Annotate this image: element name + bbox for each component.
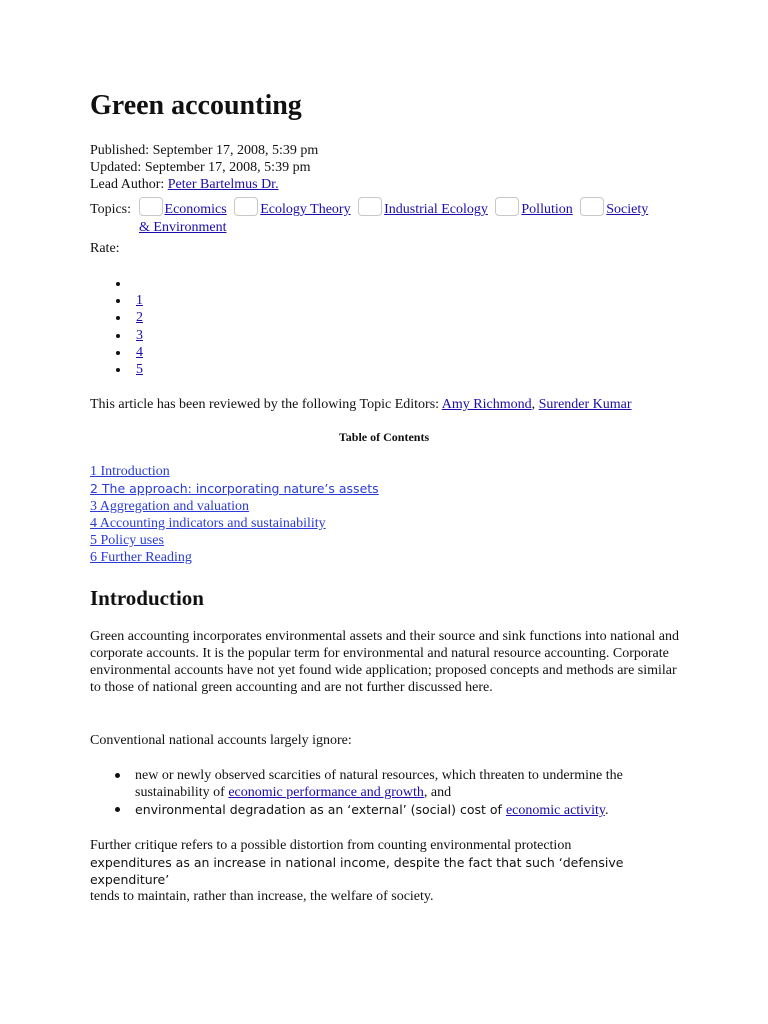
bullet-1-text: new or newly observed scarcities of natural resources, which threaten to undermine the sustainability of	[135, 768, 623, 800]
rating-link-5[interactable]: 5	[136, 361, 143, 377]
toc-link-indicators[interactable]: 4 Accounting indicators and sustainability	[90, 515, 326, 531]
toc-link-approach[interactable]: 2 The approach: incorporating nature’s assets	[90, 481, 379, 497]
rating-item	[90, 327, 143, 344]
lead-author-label: Lead Author:	[90, 177, 168, 192]
section-heading-introduction: Introduction	[90, 586, 204, 610]
rate-label: Rate:	[90, 241, 120, 256]
topic-link-economics[interactable]: Economics	[164, 202, 227, 217]
updated-date: Updated: September 17, 2008, 5:39 pm	[90, 160, 311, 175]
link-economic-activity[interactable]: economic activity	[505, 803, 605, 818]
topic-link-industrial-ecology[interactable]: Industrial Ecology	[384, 202, 488, 217]
table-of-contents	[90, 463, 379, 567]
toc-link-introduction[interactable]: 1 Introduction	[90, 464, 170, 479]
toc-title: Table of Contents	[338, 430, 430, 444]
page-title: Green accounting	[90, 90, 302, 121]
editor-separator: ,	[531, 397, 539, 412]
lead-author-link[interactable]: Peter Bartelmus Dr.	[167, 177, 279, 192]
topic-icon	[358, 197, 382, 216]
list-item	[90, 767, 680, 801]
link-economic-performance[interactable]: economic performance and growth	[228, 785, 424, 800]
ignored-items-list	[90, 767, 680, 819]
reviewed-text: This article has been reviewed by the following Topic Editors:	[90, 397, 442, 412]
list-item	[90, 801, 680, 819]
bullet-2-tail: .	[604, 803, 609, 818]
para3-line-1: Further critique refers to a possible distortion from counting environmental protection	[90, 838, 572, 853]
rating-link-3[interactable]: 3	[136, 327, 143, 343]
rating-list	[90, 275, 143, 378]
rating-link-1[interactable]: 1	[136, 293, 143, 309]
rating-item-empty	[90, 275, 143, 292]
rating-link-2[interactable]: 2	[136, 310, 143, 326]
topic-link-ecology-theory[interactable]: Ecology Theory	[260, 202, 351, 217]
topic-link-society[interactable]: Society	[606, 202, 649, 217]
topic-icon	[234, 197, 258, 216]
bullet-2-text: environmental degradation as an ‘external’ (social) cost of	[135, 802, 506, 817]
reviewed-by-row	[90, 396, 632, 413]
rating-item	[90, 292, 143, 309]
topics-row	[90, 197, 690, 237]
toc-link-policy-uses[interactable]: 5 Policy uses	[90, 533, 164, 549]
rating-item	[90, 344, 143, 361]
para3-line-2: expenditures as an increase in national income, despite the fact that such ‘defensive expenditure’	[90, 855, 624, 887]
para3-line-3: tends to maintain, rather than increase, the welfare of society.	[90, 889, 434, 904]
intro-paragraph-3	[90, 837, 690, 905]
published-date: Published: September 17, 2008, 5:39 pm	[90, 143, 319, 158]
editor-link-surender-kumar[interactable]: Surender Kumar	[538, 397, 632, 412]
lead-author-row	[90, 176, 318, 193]
intro-paragraph-2: Conventional national accounts largely ignore:	[90, 733, 352, 748]
rating-link-4[interactable]: 4	[136, 344, 143, 360]
rating-item	[90, 309, 143, 326]
topic-link-pollution[interactable]: Pollution	[521, 202, 573, 217]
article-meta	[90, 142, 318, 193]
editor-link-amy-richmond[interactable]: Amy Richmond	[441, 397, 532, 412]
topic-icon	[139, 197, 163, 216]
topics-label: Topics:	[90, 202, 132, 217]
topic-icon	[495, 197, 519, 216]
intro-paragraph-1: Green accounting incorporates environmental assets and their source and sink functions into national and corporate accounts. It is the popular term for environmental and natural resource accounting. Corporate environmental accounts have not yet found wide application; proposed concepts and methods are similar to those of national green accounting and are not further discussed here.	[90, 629, 679, 695]
rating-item	[90, 361, 143, 378]
bullet-1-tail: , and	[423, 785, 452, 800]
topic-icon	[580, 197, 604, 216]
toc-link-aggregation[interactable]: 3 Aggregation and valuation	[90, 498, 250, 514]
toc-link-further-reading[interactable]: 6 Further Reading	[90, 550, 192, 566]
topic-link-environment[interactable]: & Environment	[139, 220, 227, 235]
